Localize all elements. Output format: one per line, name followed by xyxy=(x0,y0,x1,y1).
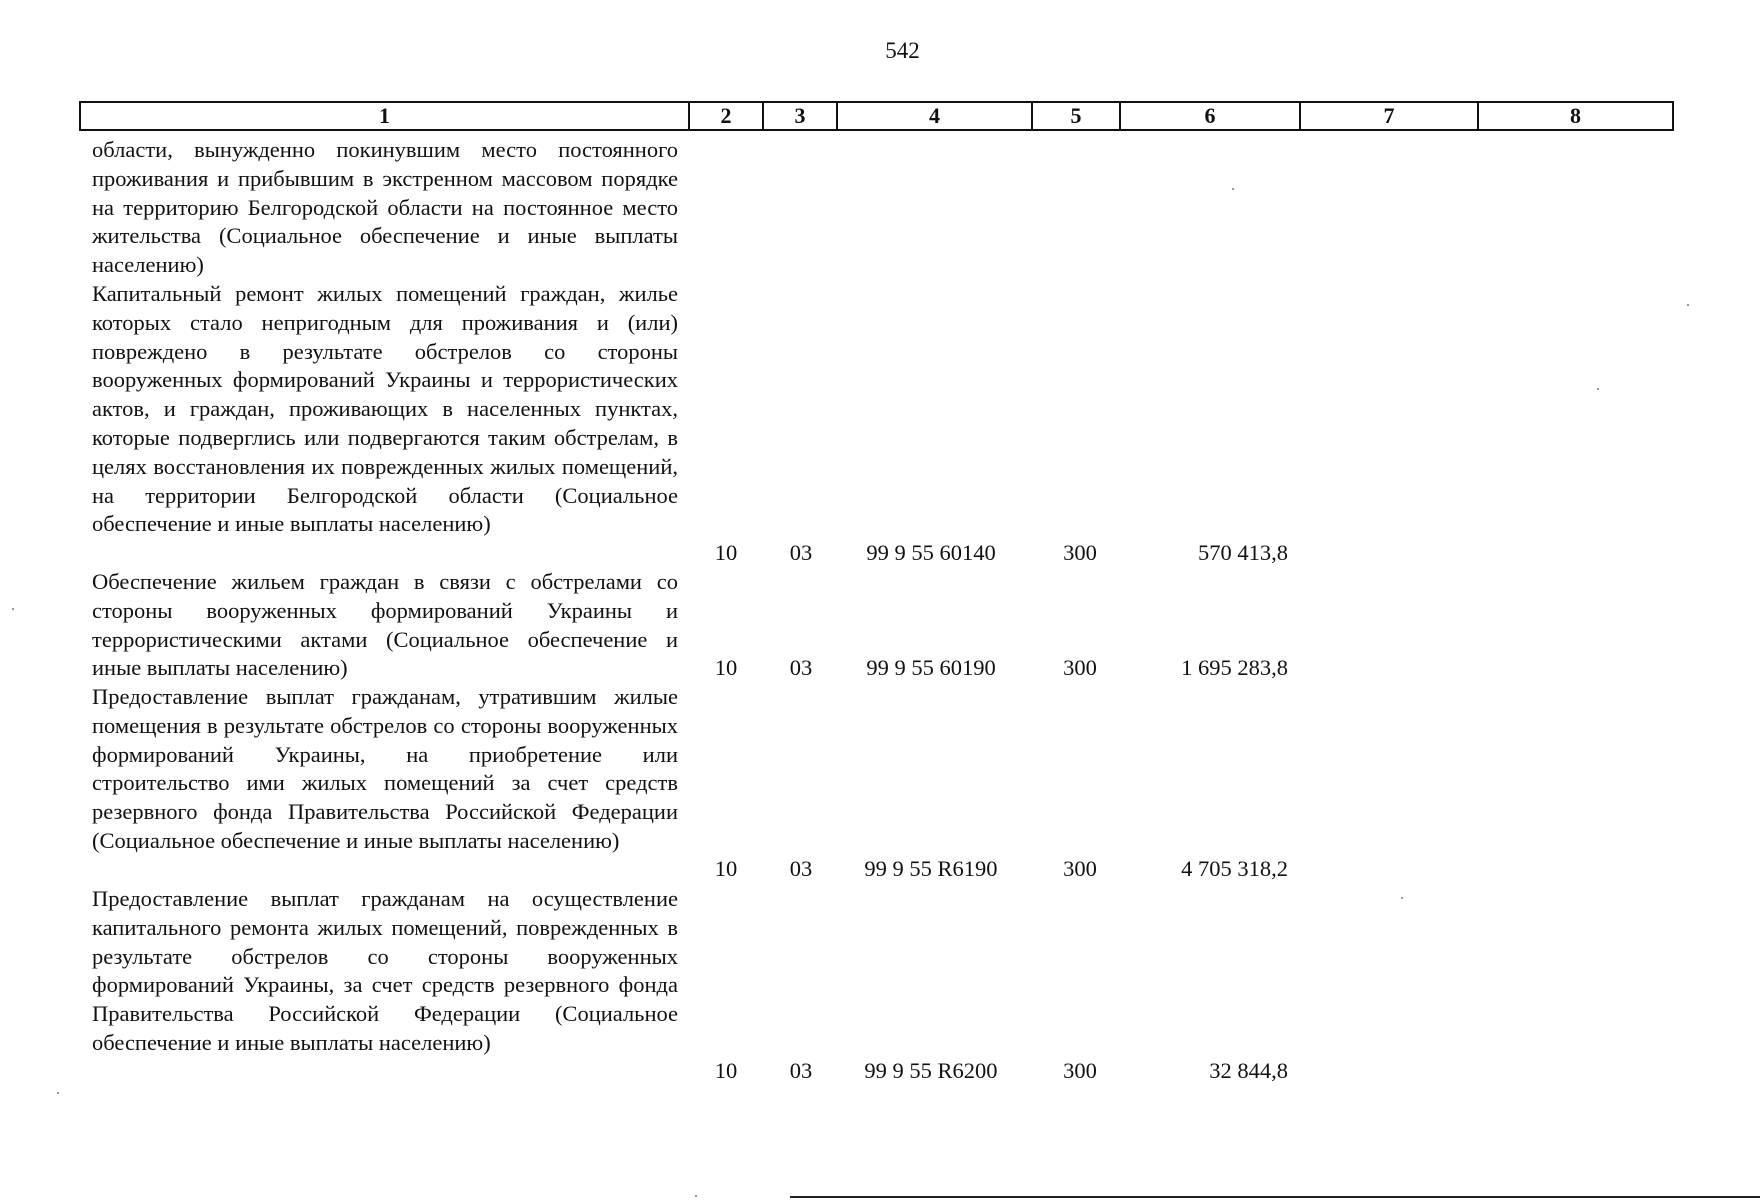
row-target-code: 99 9 55 60190 xyxy=(866,655,996,680)
row-description: Обеспечение жильем граждан в связи с обстрелами со стороны вооруженных формирований Украины и террористическими актами (Социальное обеспечение и иные выплаты населению) xyxy=(92,569,678,681)
row-type-code: 300 xyxy=(1063,540,1097,565)
row-subsection: 03 xyxy=(789,1058,813,1083)
row-amount: 1 695 283,8 xyxy=(1181,655,1288,680)
row-subsection: 03 xyxy=(789,540,813,565)
row-section: 10 xyxy=(714,540,738,565)
row-description: Предоставление выплат гражданам на осуществление капитального ремонта жилых помещений, поврежденных в результате обстрелов со стороны вооруженных формирований Украины, за счет средств резервного фонда Правительства Российской Федерации (Социальное обеспечение и иные выплаты населению) xyxy=(92,886,678,1055)
bottom-rule xyxy=(790,1196,1760,1198)
page-number: 542 xyxy=(885,38,920,63)
row-description: области, вынужденно покинувшим место постоянного проживания и прибывшим в экстренном массовом порядке на территорию Белгородской области на постоянное место жительства (Социальное обеспечение и иные выплаты населению) xyxy=(92,137,678,278)
column-header-5: 5 xyxy=(1032,102,1120,130)
row-description: Предоставление выплат гражданам, утратившим жилые помещения в результате обстрелов со стороны вооруженных формирований Украины, на приобретение или строительство ими жилых помещений за счет средств резервного фонда Правительства Российской Федерации (Социальное обеспечение и иные выплаты населению) xyxy=(92,684,678,853)
row-type-code: 300 xyxy=(1063,856,1097,881)
row-section: 10 xyxy=(714,856,738,881)
scan-speck xyxy=(1687,304,1689,306)
row-amount: 570 413,8 xyxy=(1198,540,1288,565)
scan-speck xyxy=(1597,388,1599,390)
scan-speck xyxy=(1401,897,1403,899)
row-target-code: 99 9 55 R6200 xyxy=(864,1058,998,1083)
row-subsection: 03 xyxy=(789,856,813,881)
row-description: Капитальный ремонт жилых помещений граждан, жилье которых стало непригодным для проживания и (или) повреждено в результате обстрелов со стороны вооруженных формирований Украины и террористических актов, и граждан, проживающих в населенных пунктах, которые подверглись или подвергаются таким обстрелам, в целях восстановления их поврежденных жилых помещений, на территории Белгородской области (Социальное обеспечение и иные выплаты населению) xyxy=(92,281,678,537)
scan-speck xyxy=(695,1195,697,1197)
column-header-8: 8 xyxy=(1478,102,1673,130)
row-section: 10 xyxy=(714,1058,738,1083)
row-type-code: 300 xyxy=(1063,1058,1097,1083)
scan-speck xyxy=(12,608,14,610)
column-header-7: 7 xyxy=(1300,102,1478,130)
column-header-6: 6 xyxy=(1120,102,1300,130)
column-header-4: 4 xyxy=(837,102,1032,130)
column-header-row xyxy=(80,102,1673,130)
column-header-table xyxy=(79,101,1674,131)
row-target-code: 99 9 55 R6190 xyxy=(864,856,998,881)
scan-speck xyxy=(1232,188,1234,190)
column-header-2: 2 xyxy=(689,102,763,130)
row-type-code: 300 xyxy=(1063,655,1097,680)
column-header-3: 3 xyxy=(763,102,837,130)
row-section: 10 xyxy=(714,655,738,680)
row-amount: 32 844,8 xyxy=(1209,1058,1288,1083)
row-subsection: 03 xyxy=(789,655,813,680)
row-target-code: 99 9 55 60140 xyxy=(866,540,996,565)
row-amount: 4 705 318,2 xyxy=(1181,856,1288,881)
scan-speck xyxy=(57,1092,59,1094)
column-header-1: 1 xyxy=(80,102,689,130)
